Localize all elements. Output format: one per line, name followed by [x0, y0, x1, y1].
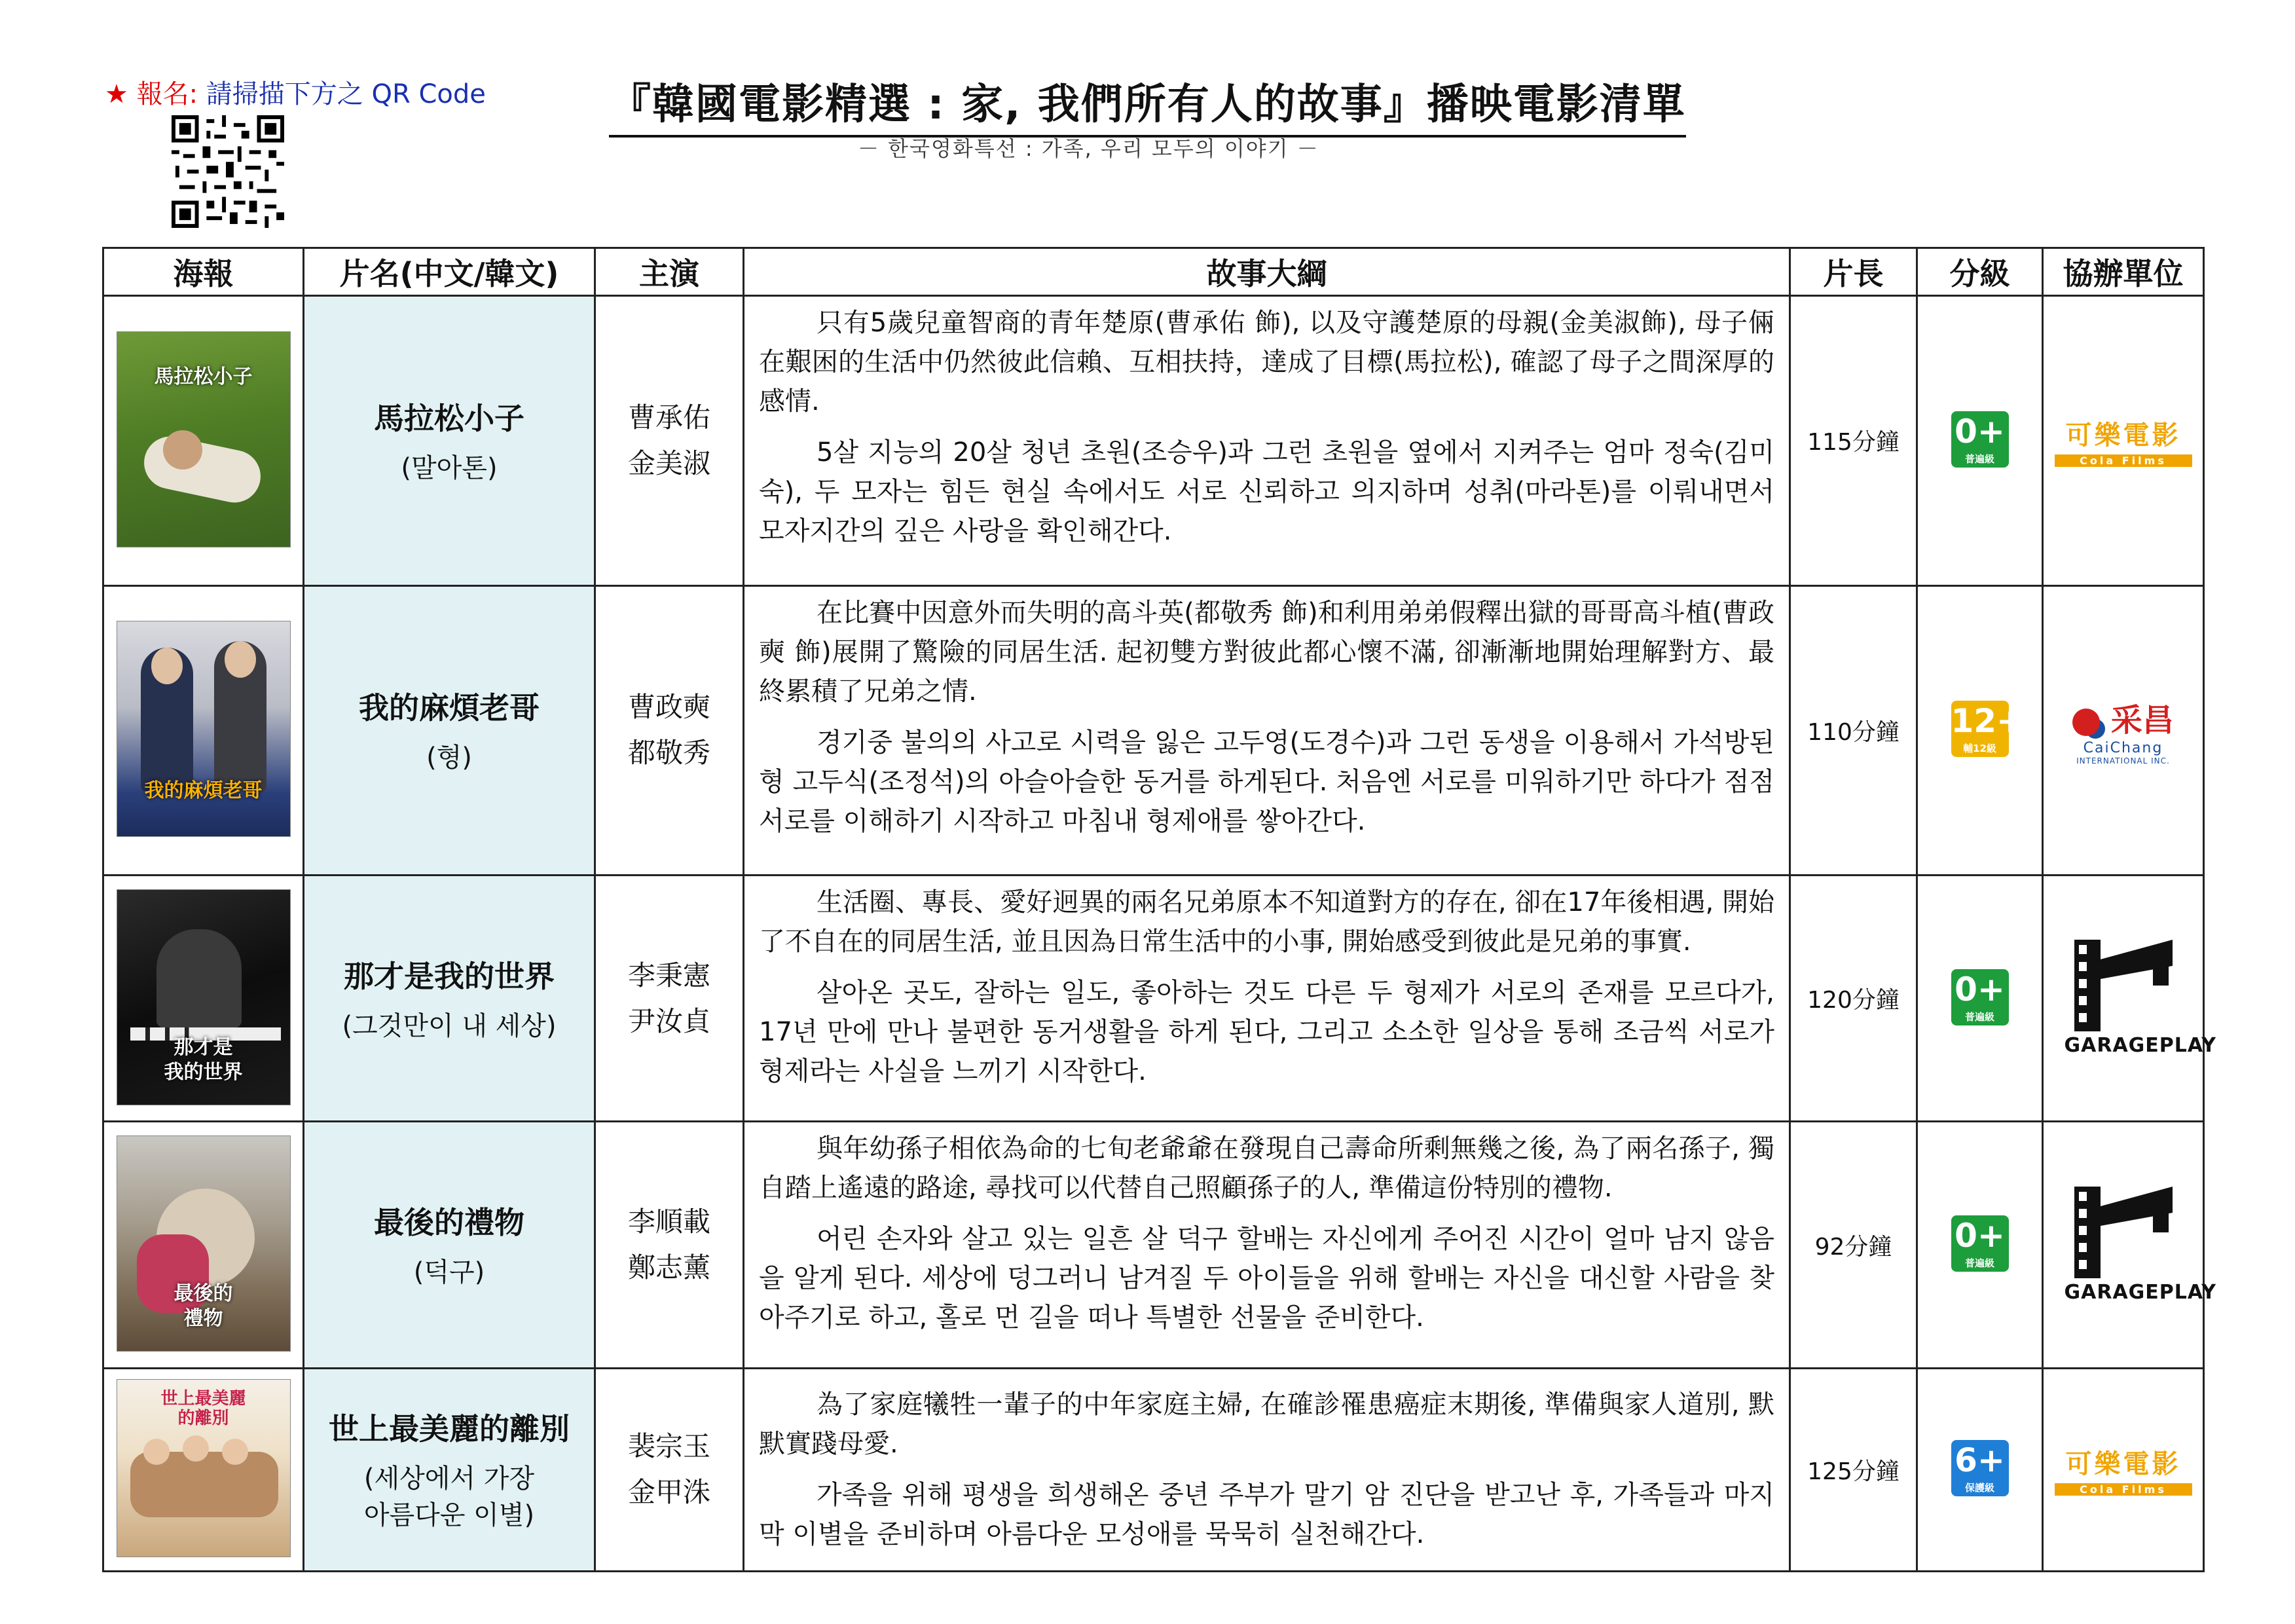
rating-text: 輔12級 — [1963, 743, 1996, 755]
garageplay-logo-icon — [2064, 1187, 2216, 1304]
star-icon: ★ — [105, 79, 128, 109]
cast-member: 裴宗玉 — [627, 1430, 710, 1463]
rating-6-icon — [1951, 1440, 2009, 1496]
column-header-poster: 海報 — [103, 248, 304, 296]
caichang-logo-icon — [2058, 695, 2189, 766]
film-title-ko: (그것만이 내 세상) — [342, 1010, 557, 1041]
cast-member: 李順載 — [627, 1206, 710, 1238]
synopsis-ko: 가족을 위해 평생을 희생해온 중년 주부가 말기 암 진단을 받고난 후, 가족들과 마지막 이별을 준비하며 아름다운 모성애를 묵묵히 실천해간다. — [759, 1480, 1774, 1550]
brother-poster-icon[interactable] — [117, 621, 290, 836]
table-header-row — [103, 248, 2204, 296]
table-row — [103, 296, 2204, 586]
synopsis-ko: 5살 지능의 20살 청년 초원(조승우)과 그런 초원을 옆에서 지켜주는 엄마 정숙(김미숙), 두 모자는 힘든 현실 속에서도 서로 신뢰하고 의지하며 성취(마라톤)를 이뤄내면서 모자지간의 깊은 사랑을 확인해간다. — [759, 437, 1774, 546]
column-header-cast: 主演 — [595, 248, 744, 296]
cast-cell — [595, 296, 744, 586]
title-cell — [304, 876, 595, 1122]
page-title: 『韓國電影精選 : 家, 我們所有人的故事』播映電影清單 — [609, 71, 1686, 138]
film-title-ko: (말아톤) — [401, 452, 498, 483]
cast-cell — [595, 585, 744, 876]
rating-cell — [1917, 1122, 2043, 1368]
column-header-rating: 分級 — [1917, 248, 2043, 296]
film-title-zh: 那才是我的世界 — [344, 958, 555, 994]
synopsis-ko: 경기중 불의의 사고로 시력을 잃은 고두영(도경수)과 그런 동생을 이용해서 가석방된 형 고두식(조정석)의 아슬아슬한 동거를 하게된다. 처음엔 서로를 미워하기만 하다가 점점 서로를 이해하기 시작하고 마침내 형제애를 쌓아간다. — [759, 727, 1774, 836]
cola-films-logo-icon — [2055, 415, 2192, 467]
cast-member: 金甲洙 — [627, 1476, 710, 1509]
cast-member: 曹承佑 — [627, 401, 710, 434]
length-cell: 120分鐘 — [1790, 876, 1917, 1122]
cast-member: 金美淑 — [627, 447, 710, 479]
poster-cell — [103, 585, 304, 876]
film-title-zh: 我的麻煩老哥 — [359, 690, 540, 726]
film-strip-icon — [2068, 1187, 2179, 1278]
rating-general-icon — [1951, 411, 2009, 468]
rating-text: 普遍級 — [1964, 1257, 1994, 1270]
cast-cell — [595, 1122, 744, 1368]
poster-cell — [103, 876, 304, 1122]
poster-cell — [103, 296, 304, 586]
rating-text: 普遍級 — [1964, 1010, 1994, 1023]
organizer-sub: Cola Films — [2055, 454, 2192, 467]
column-header-length: 片長 — [1790, 248, 1917, 296]
column-header-title: 片名(中文/韓文) — [304, 248, 595, 296]
registration-text: 請掃描下方之 QR Code — [206, 79, 486, 109]
table-row — [103, 876, 2204, 1122]
organizer-sub2: INTERNATIONAL INC. — [2076, 756, 2170, 766]
rating-mark: 0+ — [1955, 412, 2005, 451]
synopsis-cell — [744, 876, 1790, 1122]
synopsis-cell — [744, 1122, 1790, 1368]
synopsis-cell — [744, 585, 1790, 876]
organizer-name: GARAGEPLAY — [2064, 1280, 2216, 1304]
gift-poster-icon[interactable] — [117, 1136, 290, 1351]
synopsis-zh: 只有5歲兒童智商的青年楚原(曹承佑 飾), 以及守護楚原的母親(金美淑飾), 母子倆在艱困的生活中仍然彼此信賴、互相扶持，達成了目標(馬拉松), 確認了母子之間深厚的感情. — [759, 308, 1774, 416]
poster-label: 我的麻煩老哥 — [144, 779, 263, 803]
synopsis-zh: 與年幼孫子相依為命的七旬老爺爺在發現自己壽命所剩無幾之後, 為了兩名孫子, 獨自踏上遙遠的路途, 尋找可以代替自己照顧孫子的人, 準備這份特別的禮物. — [759, 1134, 1774, 1204]
organizer-sub: CaiChang — [2083, 739, 2163, 756]
rating-general-icon — [1951, 969, 2009, 1025]
rating-12-icon — [1951, 701, 2024, 757]
film-title-zh: 最後的禮物 — [374, 1205, 524, 1241]
poster-label: 馬拉松小子 — [154, 365, 253, 388]
rating-cell — [1917, 296, 2043, 586]
film-title-zh: 世上最美麗的離別 — [329, 1411, 570, 1447]
rating-mark: 0+ — [1955, 1217, 2005, 1255]
length-cell: 125分鐘 — [1790, 1368, 1917, 1571]
organizer-name: 采昌 — [2110, 701, 2174, 739]
rating-mark: 0+ — [1955, 970, 2005, 1008]
title-cell — [304, 585, 595, 876]
garageplay-logo-icon — [2064, 940, 2216, 1058]
rating-general-icon — [1951, 1215, 2009, 1272]
cast-member: 曹政奭 — [627, 691, 710, 724]
poster-cell — [103, 1122, 304, 1368]
farewell-poster-icon[interactable] — [117, 1380, 290, 1557]
organizer-cell — [2043, 585, 2204, 876]
title-cell — [304, 1122, 595, 1368]
film-title-ko: (형) — [426, 743, 472, 773]
length-cell: 115分鐘 — [1790, 296, 1917, 586]
column-header-synopsis: 故事大綱 — [744, 248, 1790, 296]
organizer-cell — [2043, 1368, 2204, 1571]
cast-cell — [595, 1368, 744, 1571]
title-cell — [304, 1368, 595, 1571]
film-title-ko: (세상에서 가장 아름다운 이별) — [363, 1464, 535, 1531]
cola-films-logo-icon — [2055, 1443, 2192, 1496]
synopsis-cell — [744, 296, 1790, 586]
rating-text: 保護級 — [1964, 1482, 1994, 1494]
title-cell — [304, 296, 595, 586]
rating-mark: 6+ — [1955, 1441, 2005, 1480]
table-row — [103, 1368, 2204, 1571]
film-table — [102, 247, 2216, 1572]
cast-member: 尹汝貞 — [627, 1005, 710, 1037]
organizer-cell — [2043, 296, 2204, 586]
rating-cell — [1917, 1368, 2043, 1571]
film-strip-icon — [2068, 940, 2179, 1031]
rating-mark: 12+ — [1951, 702, 2024, 741]
poster-label: 最後的 禮物 — [174, 1282, 233, 1331]
poster-label: 那才是 我的世界 — [164, 1035, 243, 1084]
synopsis-zh: 生活圈、專長、愛好迥異的兩名兄弟原本不知道對方的存在, 卻在17年後相遇, 開始了不自在的同居生活, 並且因為日常生活中的小事, 開始感受到彼此是兄弟的事實. — [759, 887, 1774, 957]
registration-label: 報名: — [136, 79, 198, 109]
poster-cell — [103, 1368, 304, 1571]
organizer-sub: Cola Films — [2055, 1483, 2192, 1496]
synopsis-cell — [744, 1368, 1790, 1571]
organizer-cell — [2043, 1122, 2216, 1368]
page-subtitle: － 한국영화특선 : 가족, 우리 모두의 이야기 － — [858, 136, 1319, 161]
column-header-organizer: 協辦單位 — [2043, 248, 2204, 296]
poster-label: 世上最美麗 的離別 — [160, 1389, 246, 1429]
table-row — [103, 1122, 2204, 1368]
marathon-poster-icon[interactable] — [117, 332, 290, 547]
piano-poster-icon[interactable] — [117, 890, 290, 1105]
cast-member: 都敬秀 — [627, 737, 710, 769]
film-title-zh: 馬拉松小子 — [374, 400, 524, 436]
cast-cell — [595, 876, 744, 1122]
organizer-name: GARAGEPLAY — [2064, 1034, 2216, 1058]
table-row — [103, 585, 2204, 876]
organizer-name: 可樂電影 — [2065, 1449, 2181, 1480]
cast-member: 鄭志薰 — [627, 1251, 710, 1284]
organizer-cell — [2043, 876, 2216, 1122]
registration-note — [105, 73, 486, 111]
qr-code-icon[interactable] — [172, 115, 284, 228]
rating-cell — [1917, 585, 2043, 876]
cast-member: 李秉憲 — [627, 959, 710, 991]
length-cell: 92分鐘 — [1790, 1122, 1917, 1368]
rating-text: 普遍級 — [1964, 452, 1994, 465]
synopsis-ko: 어린 손자와 살고 있는 일흔 살 덕구 할배는 자신에게 주어진 시간이 얼마 남지 않음을 알게 된다. 세상에 덩그러니 남겨질 두 아이들을 위해 할배는 자신을 대신할 사람을 찾아주기로 하고, 홀로 먼 길을 떠나 특별한 선물을 준비한다. — [759, 1224, 1774, 1333]
synopsis-ko: 살아온 곳도, 잘하는 일도, 좋아하는 것도 다른 두 형제가 서로의 존재를 모르다가, 17년 만에 만나 불편한 동거생활을 하게 된다, 그리고 소소한 일상을 통해 조금씩 서로가 형제라는 사실을 느끼기 시작한다. — [759, 978, 1774, 1087]
rating-cell — [1917, 876, 2043, 1122]
film-title-ko: (덕구) — [413, 1257, 485, 1288]
organizer-name: 可樂電影 — [2065, 420, 2181, 451]
length-cell: 110分鐘 — [1790, 585, 1917, 876]
synopsis-zh: 為了家庭犧牲一輩子的中年家庭主婦, 在確診罹患癌症末期後, 準備與家人道別, 默默實踐母愛. — [759, 1390, 1774, 1460]
synopsis-zh: 在比賽中因意外而失明的高斗英(都敬秀 飾)和利用弟弟假釋出獄的哥哥高斗植(曹政奭 飾)展開了驚險的同居生活. 起初雙方對彼此都心懷不滿, 卻漸漸地開始理解對方、最終累積了兄弟之情. — [759, 597, 1774, 707]
